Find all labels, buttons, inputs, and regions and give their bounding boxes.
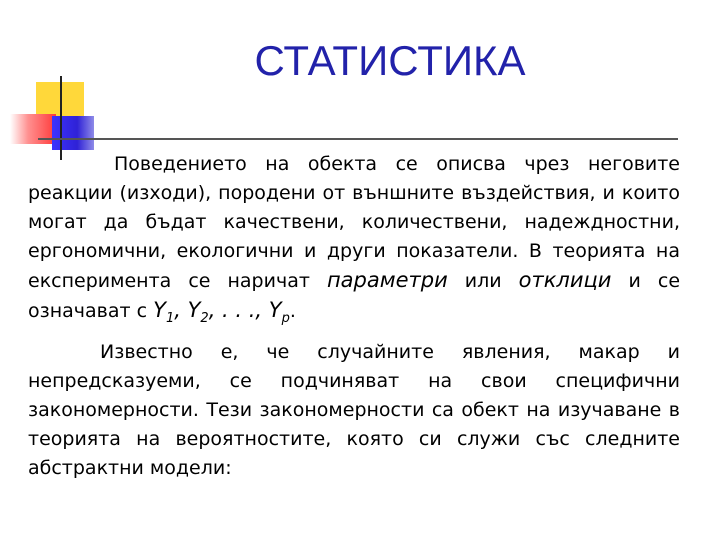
paragraph1-text: Поведението на обекта се описва чрез неговите реакции (изходи), породени от външните въздействия, и които могат да бъдат качествени, количествени, надеждностни, ергономични, екологични и други показатели. В теорията на експеримента се наричат: [28, 153, 680, 292]
period: .: [289, 300, 296, 322]
word-or: или: [464, 270, 502, 292]
term-responses: отклици: [518, 268, 612, 292]
term-parameters: параметри: [326, 268, 448, 292]
title-underline: [38, 138, 678, 140]
slide-title: СТАТИСТИКА: [254, 37, 526, 84]
text-denoted: и се означават с: [28, 270, 681, 322]
paragraph2-text: Известно е, че случайните явления, макар и непредсказуеми, се подчиняват на свои специфични закономерности. Тези закономерности са обект на изучаване в теорията на вероятностите, която си служи със следните абстрактни модели:: [28, 341, 680, 479]
paragraph-behavior: [28, 150, 680, 333]
paragraph-randomness: [28, 338, 680, 483]
decor-vertical-line: [60, 76, 62, 160]
var-y1: $Y_1$, $Y_2$, . . ., $Y_p$: [153, 298, 290, 327]
decor-blue-square: [52, 116, 94, 150]
